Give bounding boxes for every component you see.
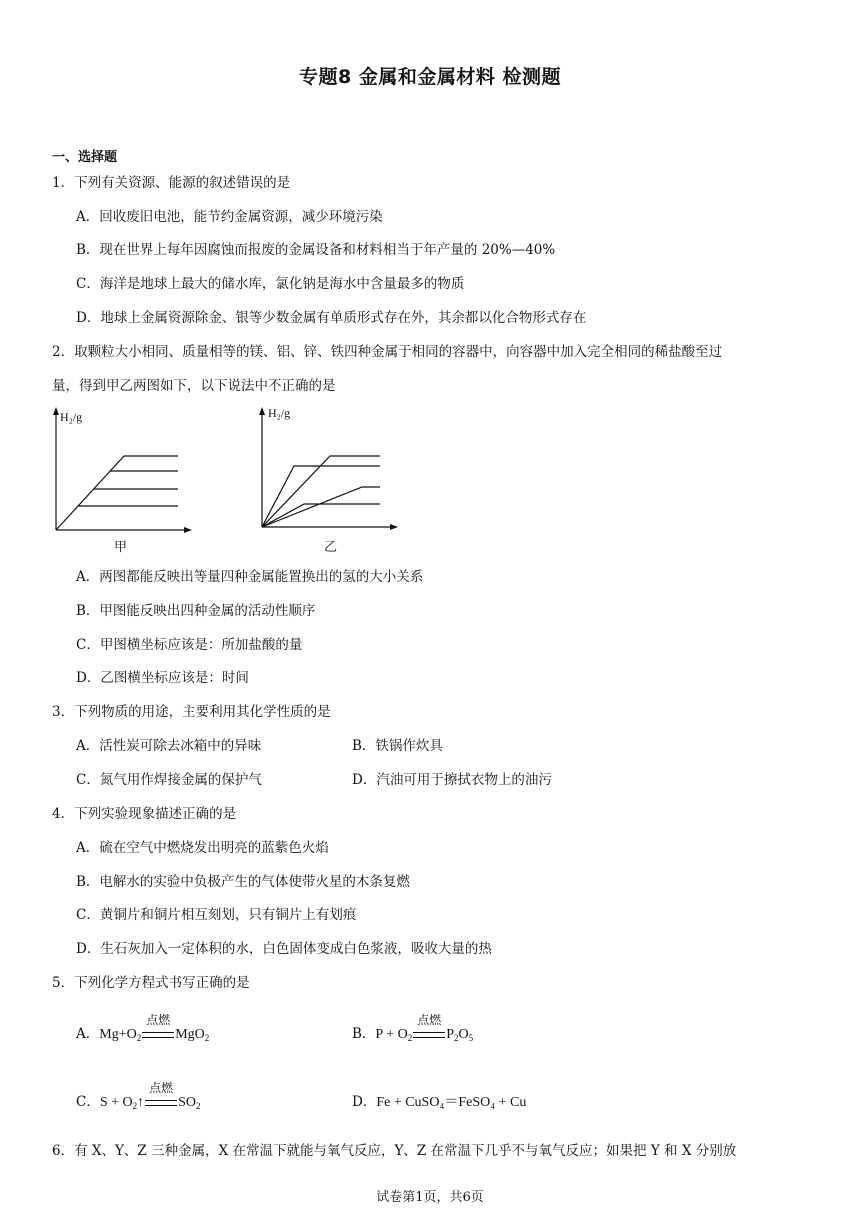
page-footer: 试卷第1页，共6页 xyxy=(376,1190,484,1205)
question-5-option-d: D．Fe + CuSO₄＝FeSO₄ + Cu xyxy=(352,1094,527,1110)
question-1-option-a: A．回收废旧电池，能节约金属资源，减少环境污染 xyxy=(76,209,383,225)
condition-label-c: 点燃 xyxy=(149,1081,174,1095)
question-2-option-d: D．乙图横坐标应该是：时间 xyxy=(76,670,249,686)
chart-yi-caption: 乙 xyxy=(324,540,338,555)
chart-jia-caption: 甲 xyxy=(114,540,128,555)
question-5-stem: 5．下列化学方程式书写正确的是 xyxy=(52,975,250,991)
question-3-option-c: C．氮气用作焊接金属的保护气 xyxy=(76,772,262,788)
question-4-option-a: A．硫在空气中燃烧发出明亮的蓝紫色火焰 xyxy=(76,840,329,856)
chart-jia-line-1 xyxy=(56,456,178,530)
section-heading: 一、选择题 xyxy=(52,150,118,165)
question-1-option-c: C．海洋是地球上最大的储水库，氯化钠是海水中含量最多的物质 xyxy=(76,276,465,292)
chart-jia xyxy=(44,404,204,556)
question-3-option-a: A．活性炭可除去冰箱中的异味 xyxy=(76,738,262,754)
question-2-stem-line1: 2．取颗粒大小相同、质量相等的镁、铝、锌、铁四种金属于相同的容器中，向容器中加入完全相同的稀盐酸至过 xyxy=(52,344,723,360)
question-2-option-c: C．甲图横坐标应该是：所加盐酸的量 xyxy=(76,637,303,653)
question-3-option-d: D．汽油可用于擦拭衣物上的油污 xyxy=(352,772,552,788)
question-2-stem-line2: 量，得到甲乙两图如下，以下说法中不正确的是 xyxy=(52,378,336,394)
question-5-option-a: A．$Mg+O_2$ 点燃 MgO$_2$ xyxy=(76,1013,210,1043)
question-4-option-c: C．黄铜片和铜片相互刻划，只有铜片上有划痕 xyxy=(76,907,357,923)
question-5-option-b: B．$P + O_2$ 点燃 $P_2O_5$ xyxy=(352,1013,474,1043)
page-title: 专题8 金属和金属材料 检测题 xyxy=(299,66,561,88)
chart-yi xyxy=(252,404,412,556)
question-4-option-d: D．生石灰加入一定体积的水，白色固体变成白色浆液，吸收大量的热 xyxy=(76,941,492,957)
question-3-option-b: B．铁锅作炊具 xyxy=(352,738,443,754)
question-1-stem: 1．下列有关资源、能源的叙述错误的是 xyxy=(52,175,291,191)
question-3-stem: 3．下列物质的用途，主要利用其化学性质的是 xyxy=(52,704,331,720)
chart-yi-line-3 xyxy=(262,504,380,527)
question-5-option-c: C．$S + O_2↑$ 点燃 $SO_2$ xyxy=(76,1081,201,1111)
chart-yi-line-2 xyxy=(262,456,380,527)
question-6-stem: 6．有 X、Y、Z 三种金属，X 在常温下就能与氧气反应，Y、Z 在常温下几乎不与氧气反应；如果把 Y 和 X 分别放 xyxy=(52,1143,737,1159)
question-4-stem: 4．下列实验现象描述正确的是 xyxy=(52,806,237,822)
question-2-option-b: B．甲图能反映出四种金属的活动性顺序 xyxy=(76,603,316,619)
question-1-option-d: D．地球上金属资源除金、银等少数金属有单质形式存在外，其余都以化合物形式存在 xyxy=(76,310,587,326)
chart-yi-ylabel: H₂/g xyxy=(268,406,291,420)
condition-label-a: 点燃 xyxy=(146,1013,171,1027)
question-4-option-b: B．电解水的实验中负极产生的气体使带火星的木条复燃 xyxy=(76,874,410,890)
question-2-option-a: A．两图都能反映出等量四种金属能置换出的氢的大小关系 xyxy=(76,569,424,585)
chart-jia-ylabel: H₂/g xyxy=(60,410,83,424)
question-1-option-b: B．现在世界上每年因腐蚀而报废的金属设备和材料相当于年产量的 20%—40% xyxy=(76,242,556,258)
condition-label-b: 点燃 xyxy=(417,1013,442,1027)
